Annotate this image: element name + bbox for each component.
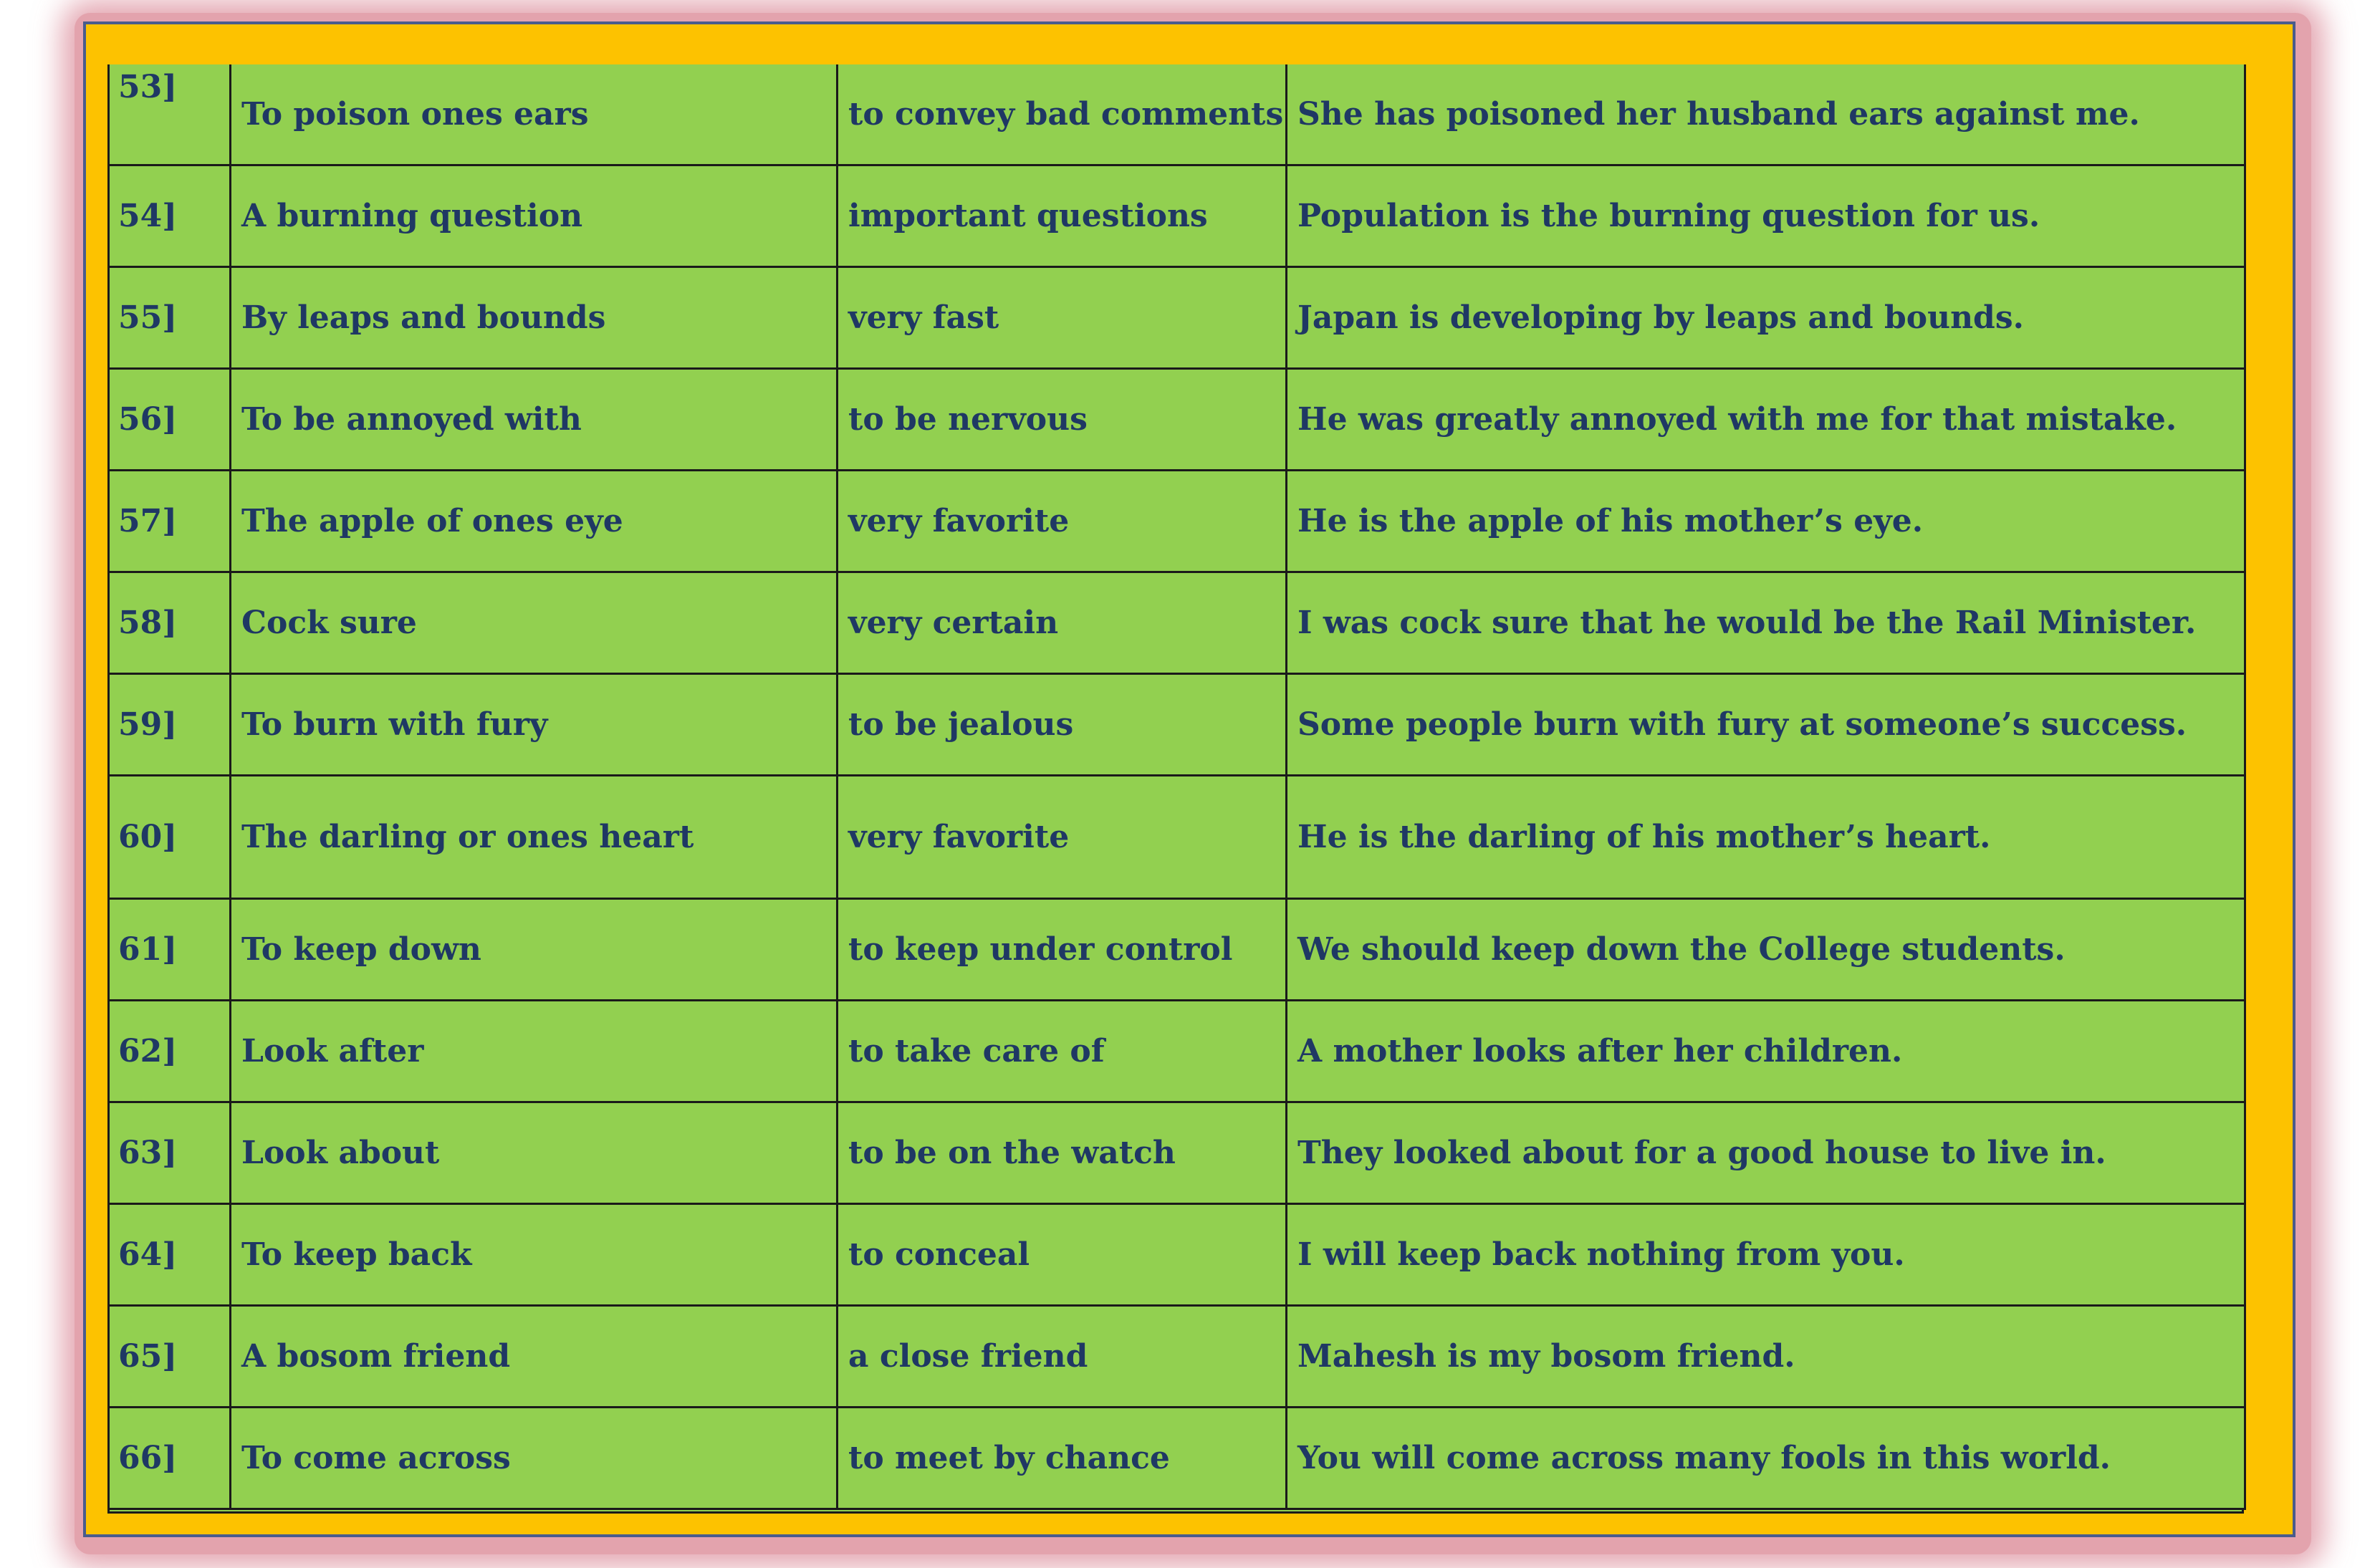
idiom-cell: Look about	[231, 1102, 838, 1203]
meaning-cell: to be jealous	[838, 673, 1287, 775]
idioms-table-body	[109, 64, 2245, 1509]
idiom-cell: To come across	[231, 1407, 838, 1509]
example-cell: Some people burn with fury at someone’s success.	[1287, 673, 2245, 775]
table-row	[109, 64, 2245, 165]
table-row	[109, 898, 2245, 1000]
example-cell: Japan is developing by leaps and bounds.	[1287, 266, 2245, 368]
example-cell: Mahesh is my bosom friend.	[1287, 1305, 2245, 1407]
idiom-number-cell: 64]	[109, 1203, 231, 1305]
table-row	[109, 470, 2245, 572]
idiom-cell: The darling or ones heart	[231, 775, 838, 898]
idiom-cell: Look after	[231, 1000, 838, 1102]
meaning-cell: very certain	[838, 572, 1287, 673]
table-row	[109, 673, 2245, 775]
idiom-cell: To be annoyed with	[231, 368, 838, 470]
idiom-cell: To poison ones ears	[231, 64, 838, 165]
meaning-cell: to be nervous	[838, 368, 1287, 470]
table-row	[109, 1000, 2245, 1102]
meaning-cell: very fast	[838, 266, 1287, 368]
idiom-cell: To keep down	[231, 898, 838, 1000]
idiom-number-cell: 65]	[109, 1305, 231, 1407]
idiom-number-cell: 63]	[109, 1102, 231, 1203]
example-cell: I will keep back nothing from you.	[1287, 1203, 2245, 1305]
idiom-number-cell: 66]	[109, 1407, 231, 1509]
idiom-number-cell: 58]	[109, 572, 231, 673]
idiom-cell: To burn with fury	[231, 673, 838, 775]
idiom-cell: A burning question	[231, 165, 838, 266]
idiom-number-cell: 56]	[109, 368, 231, 470]
meaning-cell: to meet by chance	[838, 1407, 1287, 1509]
idioms-table	[107, 64, 2246, 1510]
idiom-cell: By leaps and bounds	[231, 266, 838, 368]
meaning-cell: to take care of	[838, 1000, 1287, 1102]
meaning-cell: very favorite	[838, 470, 1287, 572]
table-row	[109, 1102, 2245, 1203]
table-row	[109, 572, 2245, 673]
idiom-number-cell: 61]	[109, 898, 231, 1000]
idiom-cell: To keep back	[231, 1203, 838, 1305]
meaning-cell: to keep under control	[838, 898, 1287, 1000]
example-cell: I was cock sure that he would be the Rail Minister.	[1287, 572, 2245, 673]
table-row	[109, 775, 2245, 898]
meaning-cell: to be on the watch	[838, 1102, 1287, 1203]
meaning-cell: to conceal	[838, 1203, 1287, 1305]
example-cell: Population is the burning question for us.	[1287, 165, 2245, 266]
idiom-number-cell: 59]	[109, 673, 231, 775]
idiom-number-cell: 53]	[109, 64, 231, 165]
table-row	[109, 1407, 2245, 1509]
idiom-number-cell: 55]	[109, 266, 231, 368]
idiom-number-cell: 62]	[109, 1000, 231, 1102]
example-cell: They looked about for a good house to live in.	[1287, 1102, 2245, 1203]
meaning-cell: a close friend	[838, 1305, 1287, 1407]
example-cell: She has poisoned her husband ears against me.	[1287, 64, 2245, 165]
table-row	[109, 368, 2245, 470]
meaning-cell: to convey bad comments	[838, 64, 1287, 165]
idiom-number-cell: 60]	[109, 775, 231, 898]
meaning-cell: important questions	[838, 165, 1287, 266]
example-cell: He is the darling of his mother’s heart.	[1287, 775, 2245, 898]
table-row	[109, 165, 2245, 266]
idiom-cell: The apple of ones eye	[231, 470, 838, 572]
meaning-cell: very favorite	[838, 775, 1287, 898]
idiom-number-cell: 54]	[109, 165, 231, 266]
example-cell: A mother looks after her children.	[1287, 1000, 2245, 1102]
example-cell: He was greatly annoyed with me for that mistake.	[1287, 368, 2245, 470]
table-row	[109, 266, 2245, 368]
table-row	[109, 1203, 2245, 1305]
example-cell: He is the apple of his mother’s eye.	[1287, 470, 2245, 572]
table-row	[109, 1305, 2245, 1407]
example-cell: We should keep down the College students.	[1287, 898, 2245, 1000]
example-cell: You will come across many fools in this world.	[1287, 1407, 2245, 1509]
idiom-cell: Cock sure	[231, 572, 838, 673]
idiom-cell: A bosom friend	[231, 1305, 838, 1407]
idiom-number-cell: 57]	[109, 470, 231, 572]
